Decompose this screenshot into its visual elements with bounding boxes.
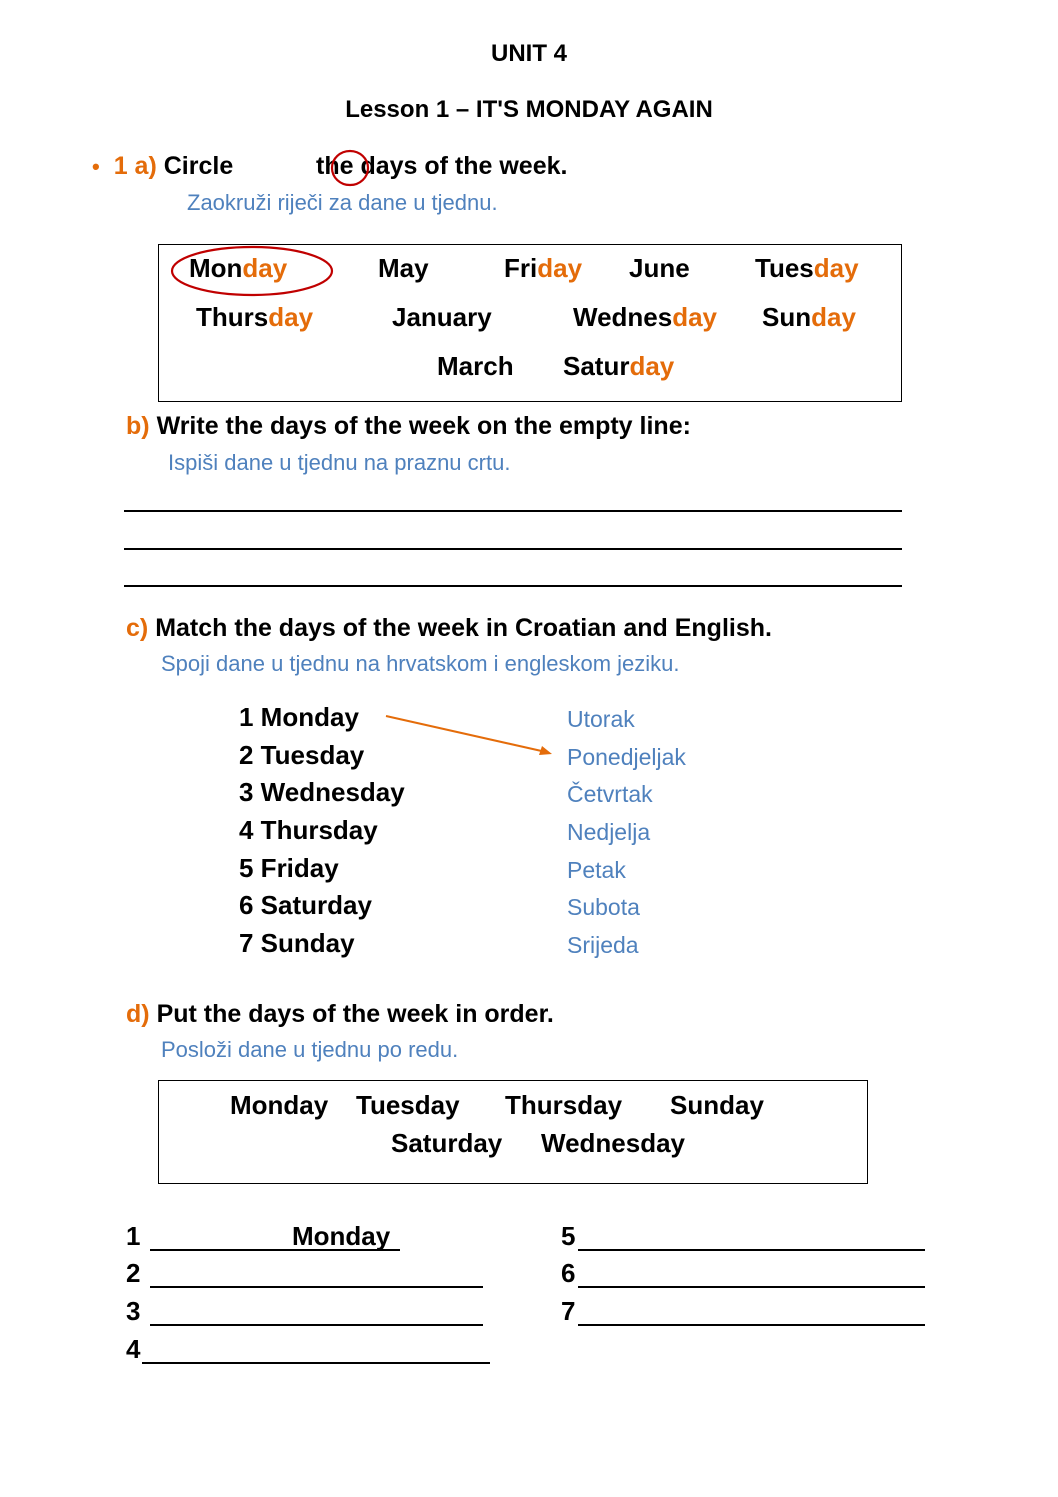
task-d-label: d)	[126, 1000, 150, 1028]
word-box-item[interactable]: Saturday	[563, 351, 675, 381]
english-day[interactable]: 3 Wednesday	[239, 777, 405, 807]
order-number: 5	[561, 1221, 576, 1251]
order-answer-line[interactable]	[578, 1324, 925, 1326]
english-day[interactable]: 6 Saturday	[239, 890, 372, 920]
bullet: •	[92, 154, 100, 179]
english-day[interactable]: 5 Friday	[239, 853, 339, 883]
order-number: 3	[126, 1296, 141, 1326]
croatian-day[interactable]: Ponedjeljak	[567, 744, 686, 770]
task-c-translation: Spoji dane u tjednu na hrvatskom i engleskom jeziku.	[161, 651, 680, 676]
english-day[interactable]: 7 Sunday	[239, 928, 355, 958]
unit-title: UNIT 4	[490, 40, 567, 67]
order-word[interactable]: Sunday	[670, 1090, 764, 1120]
order-number: 2	[126, 1258, 141, 1288]
task-b-translation: Ispiši dane u tjednu na praznu crtu.	[168, 450, 511, 475]
order-word[interactable]: Monday	[230, 1090, 329, 1120]
word-box-item[interactable]: Sunday	[762, 302, 856, 332]
task-a-number: 1 a)	[113, 152, 157, 180]
order-answer-line[interactable]	[150, 1286, 483, 1288]
word-box-item[interactable]: May	[378, 253, 429, 283]
answer-line[interactable]	[124, 510, 902, 512]
answer-line[interactable]	[124, 548, 902, 550]
order-answer-line[interactable]	[578, 1249, 925, 1251]
task-d-instruction: Put the days of the week in order.	[156, 1000, 554, 1028]
croatian-day[interactable]: Nedjelja	[567, 819, 651, 845]
task-a-translation: Zaokruži riječi za dane u tjednu.	[187, 190, 498, 215]
word-box-item[interactable]: Tuesday	[755, 253, 859, 283]
task-c-label: c)	[126, 614, 149, 642]
task-b-instruction: Write the days of the week on the empty line:	[156, 412, 691, 440]
order-answer-value: Monday	[292, 1221, 391, 1251]
word-box-item[interactable]: Wednesday	[573, 302, 718, 332]
order-word[interactable]: Wednesday	[541, 1128, 686, 1158]
order-number: 4	[126, 1334, 141, 1364]
example-circle-small	[328, 148, 372, 188]
english-day[interactable]: 1 Monday	[239, 702, 359, 732]
word-box-item[interactable]: January	[392, 302, 492, 332]
task-a-instruction-2: the days of the week.	[316, 152, 568, 180]
croatian-day[interactable]: Utorak	[567, 706, 635, 732]
answer-line[interactable]	[124, 585, 902, 587]
task-d-translation: Posloži dane u tjednu po redu.	[161, 1037, 459, 1062]
order-number: 6	[561, 1258, 576, 1288]
order-number: 1	[126, 1221, 141, 1251]
task-a-heading	[92, 152, 233, 181]
croatian-day[interactable]: Srijeda	[567, 932, 639, 958]
word-box-item[interactable]: Friday	[504, 253, 583, 283]
croatian-day[interactable]: Subota	[567, 894, 640, 920]
order-answer-line[interactable]	[150, 1324, 483, 1326]
task-d-heading	[126, 1000, 554, 1029]
task-b-label: b)	[126, 412, 150, 440]
order-word[interactable]: Tuesday	[356, 1090, 460, 1120]
word-box-item[interactable]: Thursday	[196, 302, 314, 332]
order-word[interactable]: Thursday	[505, 1090, 623, 1120]
english-day[interactable]: 2 Tuesday	[239, 740, 365, 770]
order-answer-line[interactable]	[142, 1362, 490, 1364]
example-match-arrow	[380, 708, 560, 764]
word-box-item[interactable]: Monday	[189, 253, 288, 283]
english-day[interactable]: 4 Thursday	[239, 815, 378, 845]
order-answer-line[interactable]	[578, 1286, 925, 1288]
task-c-heading	[126, 614, 772, 643]
word-box-item[interactable]: March	[437, 351, 514, 381]
word-box-item[interactable]: June	[629, 253, 690, 283]
order-number: 7	[561, 1296, 576, 1326]
order-word[interactable]: Saturday	[391, 1128, 503, 1158]
task-c-instruction: Match the days of the week in Croatian and English.	[155, 614, 772, 642]
lesson-title: Lesson 1 – IT'S MONDAY AGAIN	[345, 96, 713, 123]
task-b-heading	[126, 412, 691, 441]
croatian-day[interactable]: Četvrtak	[567, 781, 653, 807]
task-a-instruction-1: Circle	[163, 152, 234, 180]
croatian-day[interactable]: Petak	[567, 857, 626, 883]
